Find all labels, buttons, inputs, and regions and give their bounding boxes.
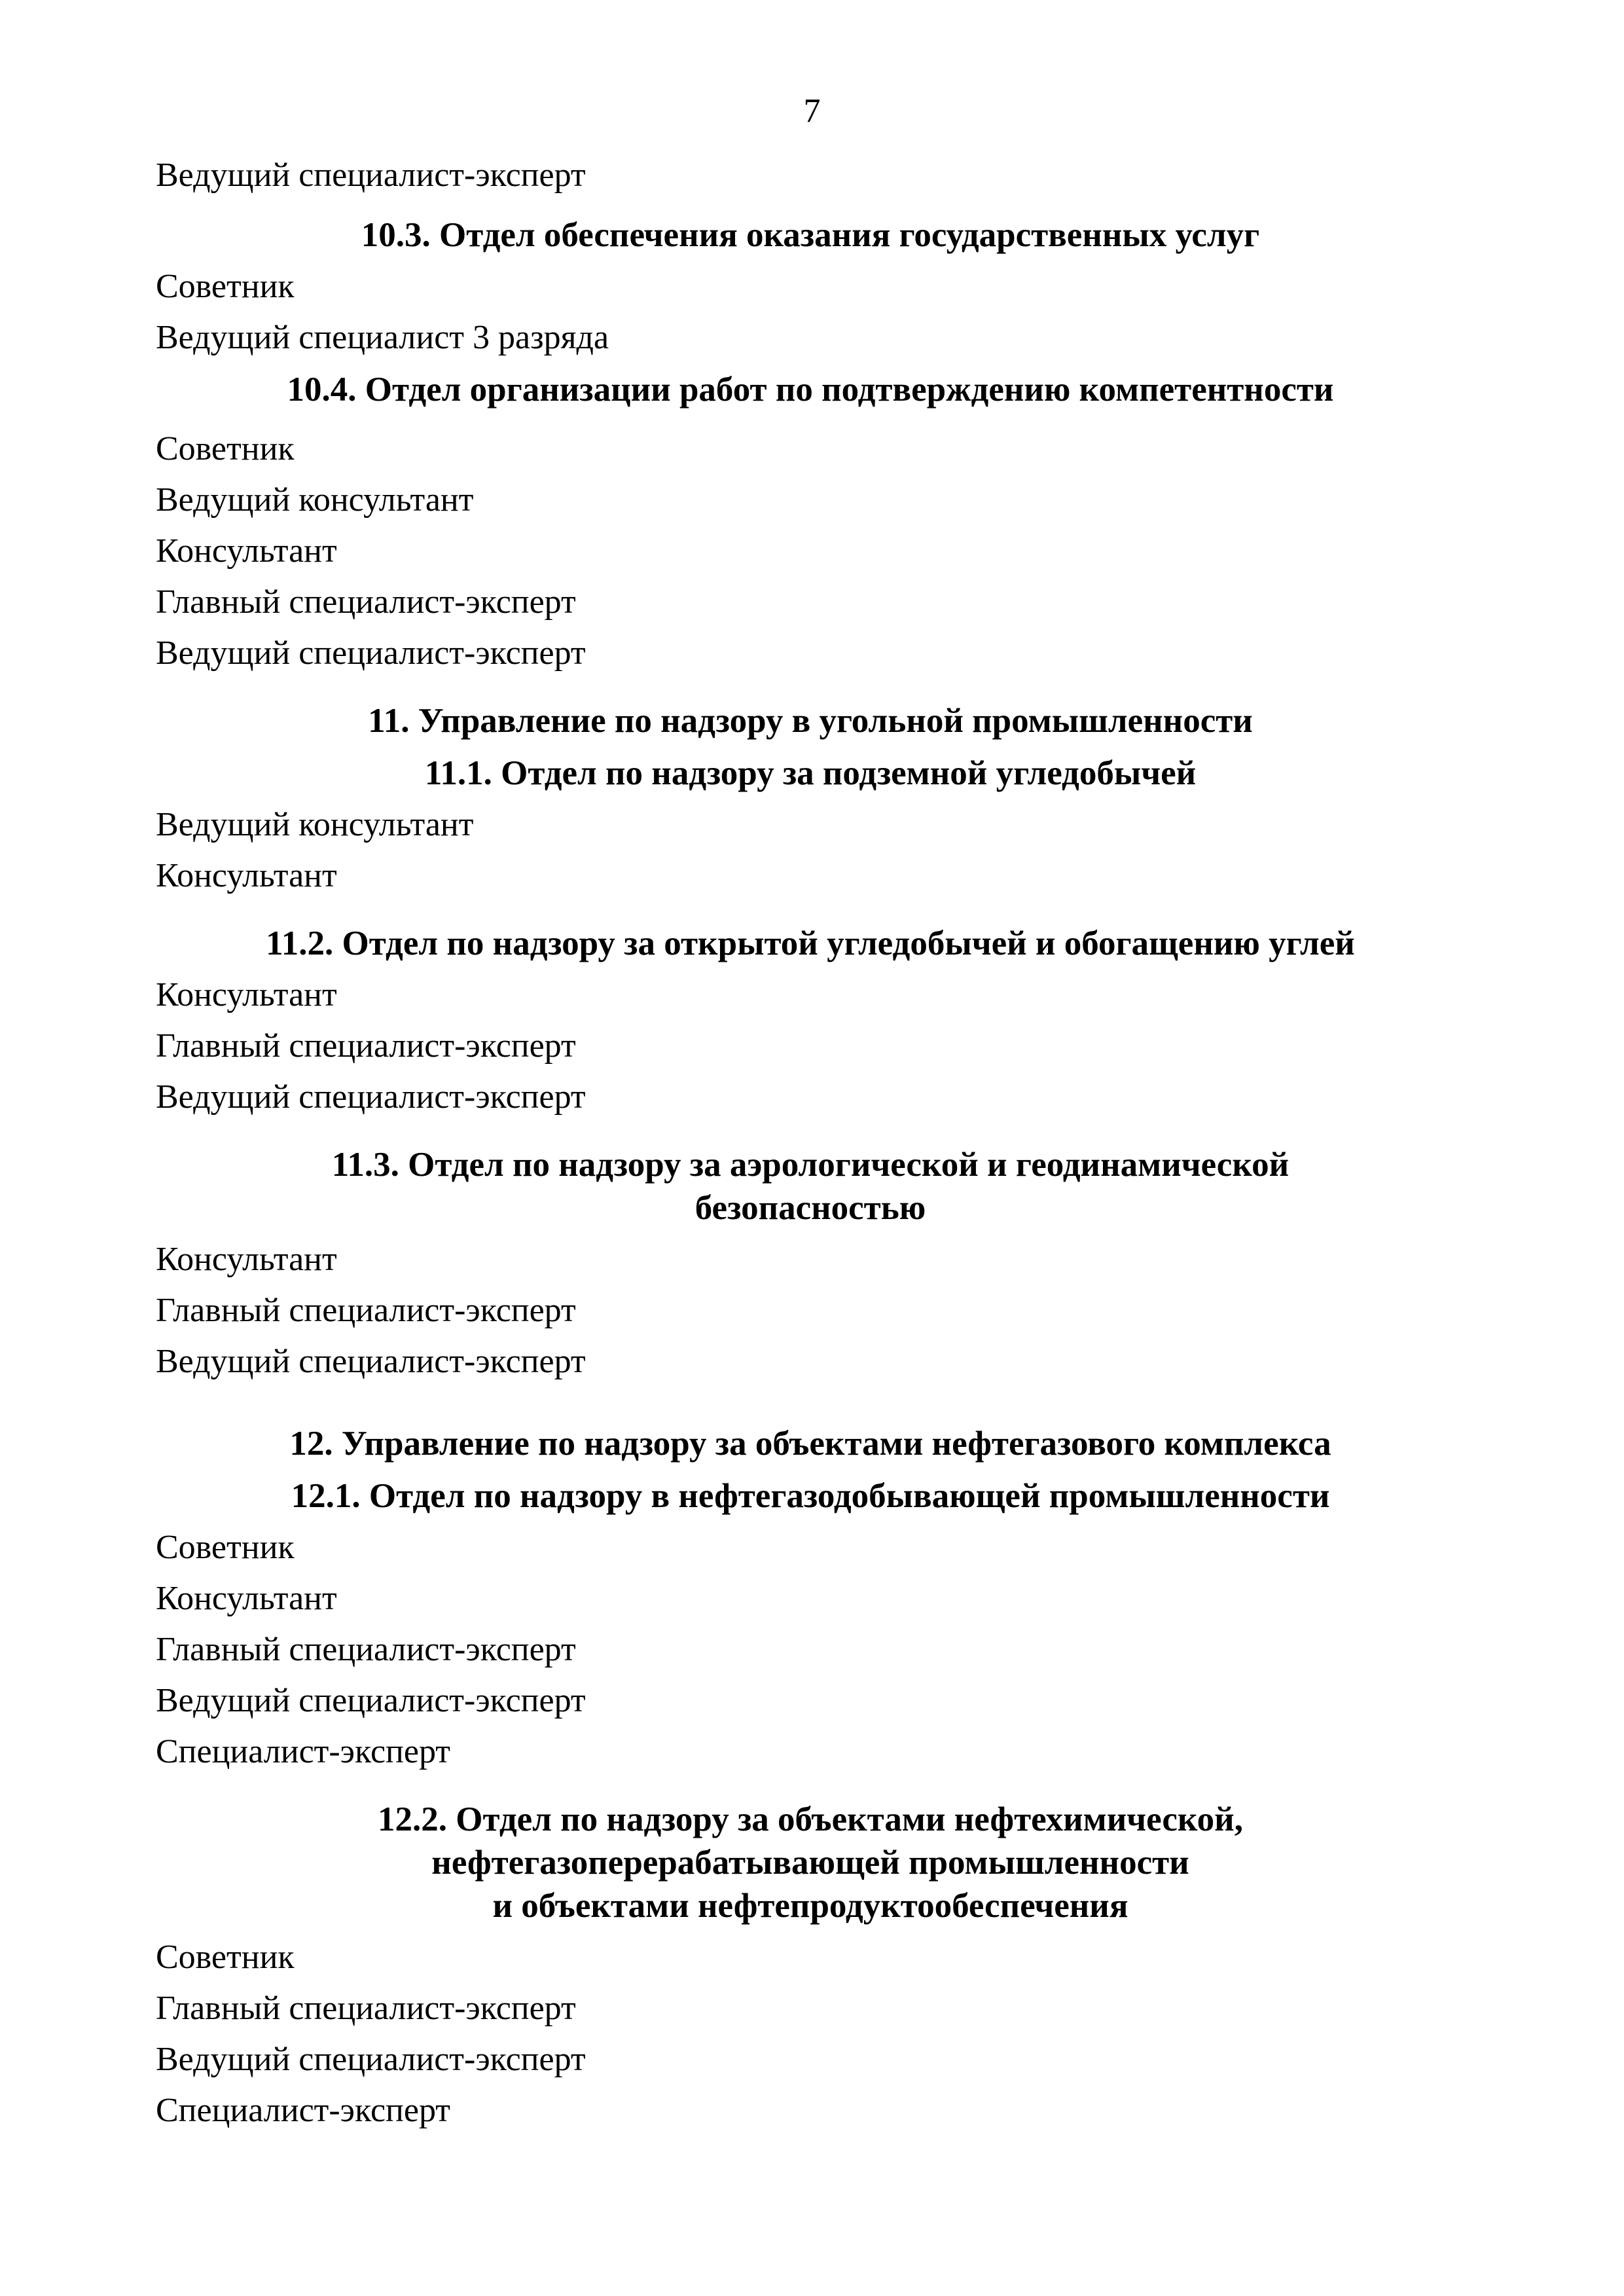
position-item: Ведущий консультант — [156, 806, 474, 843]
position-item: Ведущий специалист 3 разряда — [156, 319, 609, 356]
position-item: Консультант — [156, 532, 337, 570]
document-body — [156, 155, 1465, 2141]
position-item: Ведущий специалист-эксперт — [156, 1682, 586, 1719]
section-heading-line: 11.3. Отдел по надзору за аэрологической и геодинамической — [331, 1146, 1290, 1184]
section-heading-line: безопасностью — [695, 1189, 926, 1227]
position-item: Ведущий специалист-эксперт — [156, 634, 586, 672]
position-item: Главный специалист-эксперт — [156, 1027, 576, 1065]
section-heading: 10.3. Отдел обеспечения оказания государственных услуг — [361, 216, 1260, 254]
section-heading-line: 12.2. Отдел по надзору за объектами нефтехимической, — [378, 1800, 1243, 1838]
position-item: Ведущий консультант — [156, 481, 474, 519]
section-heading: 11. Управление по надзору в угольной промышленности — [368, 702, 1253, 740]
position-item: Советник — [156, 1939, 295, 1976]
position-item: Советник — [156, 268, 295, 305]
position-item: Главный специалист-эксперт — [156, 1631, 576, 1668]
position-item: Специалист-эксперт — [156, 1733, 450, 1770]
position-item: Главный специалист-эксперт — [156, 1990, 576, 2027]
section-heading: 10.4. Отдел организации работ по подтверждению компетентности — [287, 371, 1334, 409]
section-heading — [156, 1143, 1465, 1230]
position-item: Советник — [156, 430, 295, 467]
section-heading: 11.2. Отдел по надзору за открытой угледобычей и обогащению углей — [266, 924, 1355, 962]
section-heading-line: и объектами нефтепродуктообеспечения — [492, 1887, 1128, 1925]
position-item: Ведущий специалист-эксперт — [156, 1078, 586, 1116]
position-item: Консультант — [156, 976, 337, 1013]
section-heading — [156, 1798, 1465, 1927]
position-item: Консультант — [156, 1241, 337, 1278]
position-item: Консультант — [156, 857, 337, 894]
position-item: Главный специалист-эксперт — [156, 1292, 576, 1329]
position-item: Ведущий специалист-эксперт — [156, 156, 586, 194]
position-item: Специалист-эксперт — [156, 2092, 450, 2129]
page-number: 7 — [803, 92, 821, 130]
position-item: Ведущий специалист-эксперт — [156, 1343, 586, 1380]
position-item: Ведущий специалист-эксперт — [156, 2041, 586, 2078]
section-heading-line: нефтегазоперерабатывающей промышленности — [431, 1844, 1189, 1882]
position-item: Главный специалист-эксперт — [156, 583, 576, 621]
section-heading: 12.1. Отдел по надзору в нефтегазодобывающей промышленности — [291, 1477, 1330, 1515]
position-item: Советник — [156, 1529, 295, 1566]
section-heading: 11.1. Отдел по надзору за подземной угледобычей — [424, 754, 1197, 792]
position-item: Консультант — [156, 1580, 337, 1617]
section-heading: 12. Управление по надзору за объектами нефтегазового комплекса — [289, 1425, 1331, 1463]
